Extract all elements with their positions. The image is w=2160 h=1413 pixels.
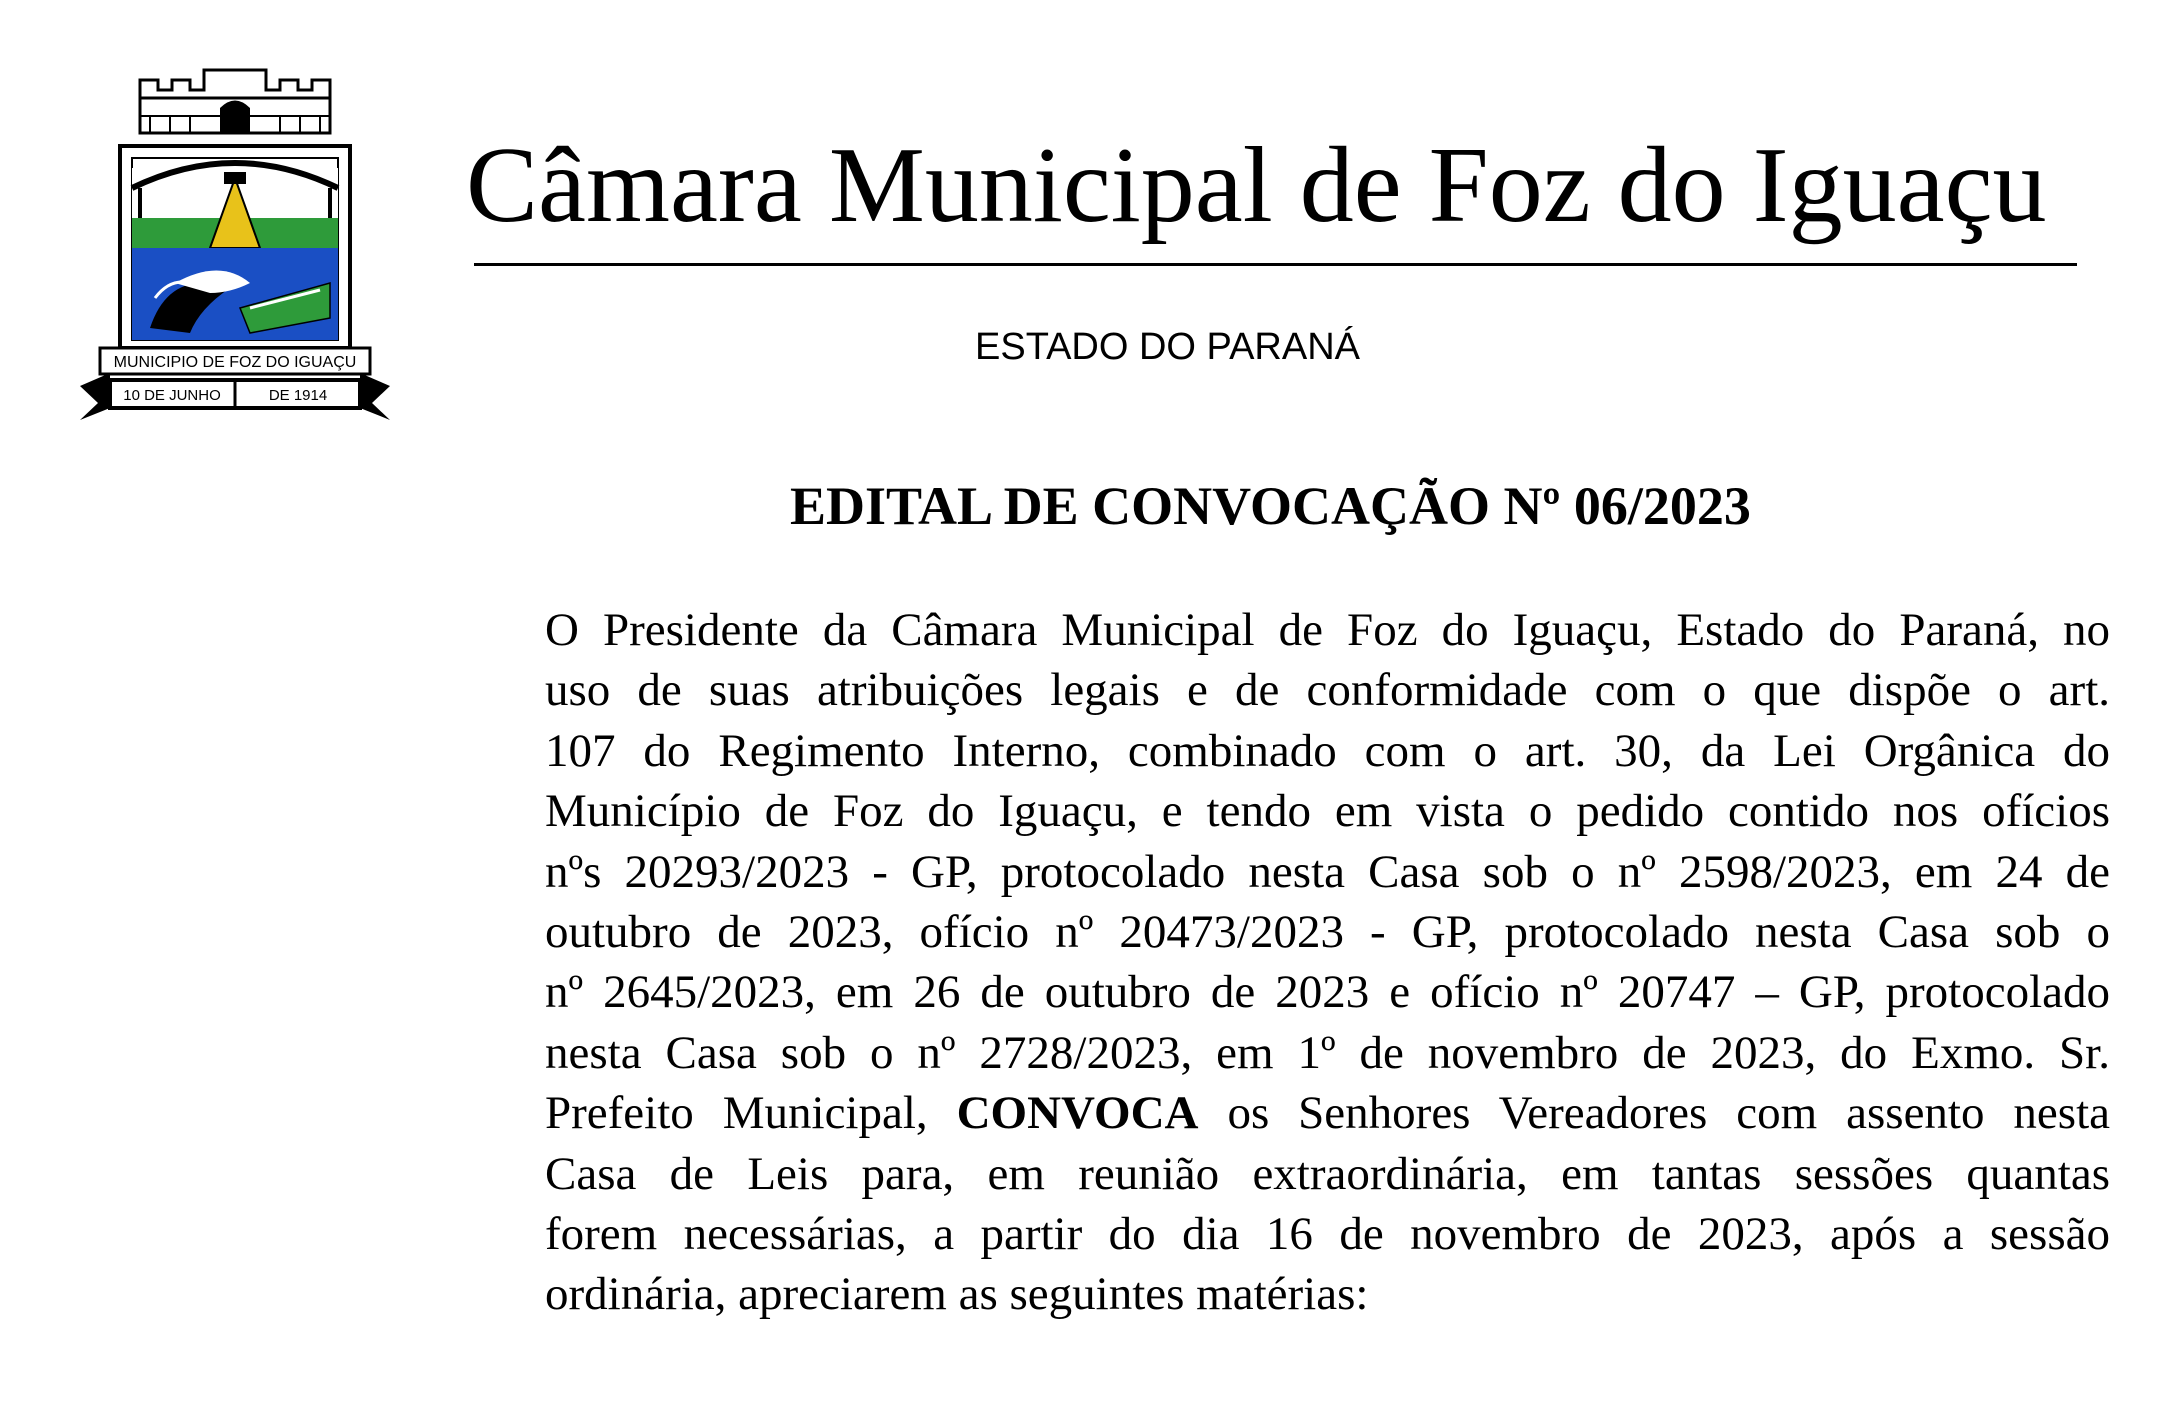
convoca-keyword: CONVOCA <box>956 1087 1199 1140</box>
crest-date-right: DE 1914 <box>268 387 328 404</box>
notice-line-part: Prefeito Municipal, <box>545 1087 957 1140</box>
notice-line: Município de Foz do Iguaçu, e tendo em vista o pedido contido nos ofícios <box>545 785 2110 838</box>
notice-line: outubro de 2023, ofício nº 20473/2023 - GP, protocolado nesta Casa sob o <box>545 905 2110 958</box>
notice-line-convoca <box>545 1083 2110 1143</box>
chamber-title: Câmara Municipal de Foz do Iguaçu <box>466 126 2047 245</box>
notice-title: EDITAL DE CONVOCAÇÃO Nº 06/2023 <box>790 476 1751 536</box>
notice-line: Casa de Leis para, em reunião extraordinária, em tantas sessões quantas <box>545 1147 2110 1200</box>
crest-banner-text: MUNICIPIO DE FOZ DO IGUAÇU <box>113 354 357 371</box>
notice-line: uso de suas atribuições legais e de conformidade com o que dispõe o art. <box>545 664 2110 717</box>
mural-crown-icon <box>140 70 330 133</box>
notice-line: nºs 20293/2023 - GP, protocolado nesta Casa sob o nº 2598/2023, em 24 de <box>545 845 2110 898</box>
notice-body <box>545 600 2110 1325</box>
notice-line: O Presidente da Câmara Municipal de Foz do Iguaçu, Estado do Paraná, no <box>545 604 2110 656</box>
notice-line: nº 2645/2023, em 26 de outubro de 2023 e ofício nº 20747 – GP, protocolado <box>545 966 2110 1019</box>
notice-line: ordinária, apreciarem as seguintes matérias: <box>545 1268 1369 1321</box>
notice-line: nesta Casa sob o nº 2728/2023, em 1º de novembro de 2023, do Exmo. Sr. <box>545 1026 2110 1079</box>
crest-date-left: 10 DE JUNHO <box>123 387 221 404</box>
crest-ribbon <box>80 373 390 420</box>
state-subtitle: ESTADO DO PARANÁ <box>975 326 1360 368</box>
notice-line-part: os Senhores Vereadores com assento nesta <box>1198 1087 2110 1140</box>
title-divider <box>474 263 2077 266</box>
crest-banner <box>100 348 370 374</box>
notice-line: 107 do Regimento Interno, combinado com o art. 30, da Lei Orgânica do <box>545 724 2110 777</box>
municipal-crest-emblem <box>80 68 390 428</box>
notice-line: forem necessárias, a partir do dia 16 de novembro de 2023, após a sessão <box>545 1207 2110 1260</box>
